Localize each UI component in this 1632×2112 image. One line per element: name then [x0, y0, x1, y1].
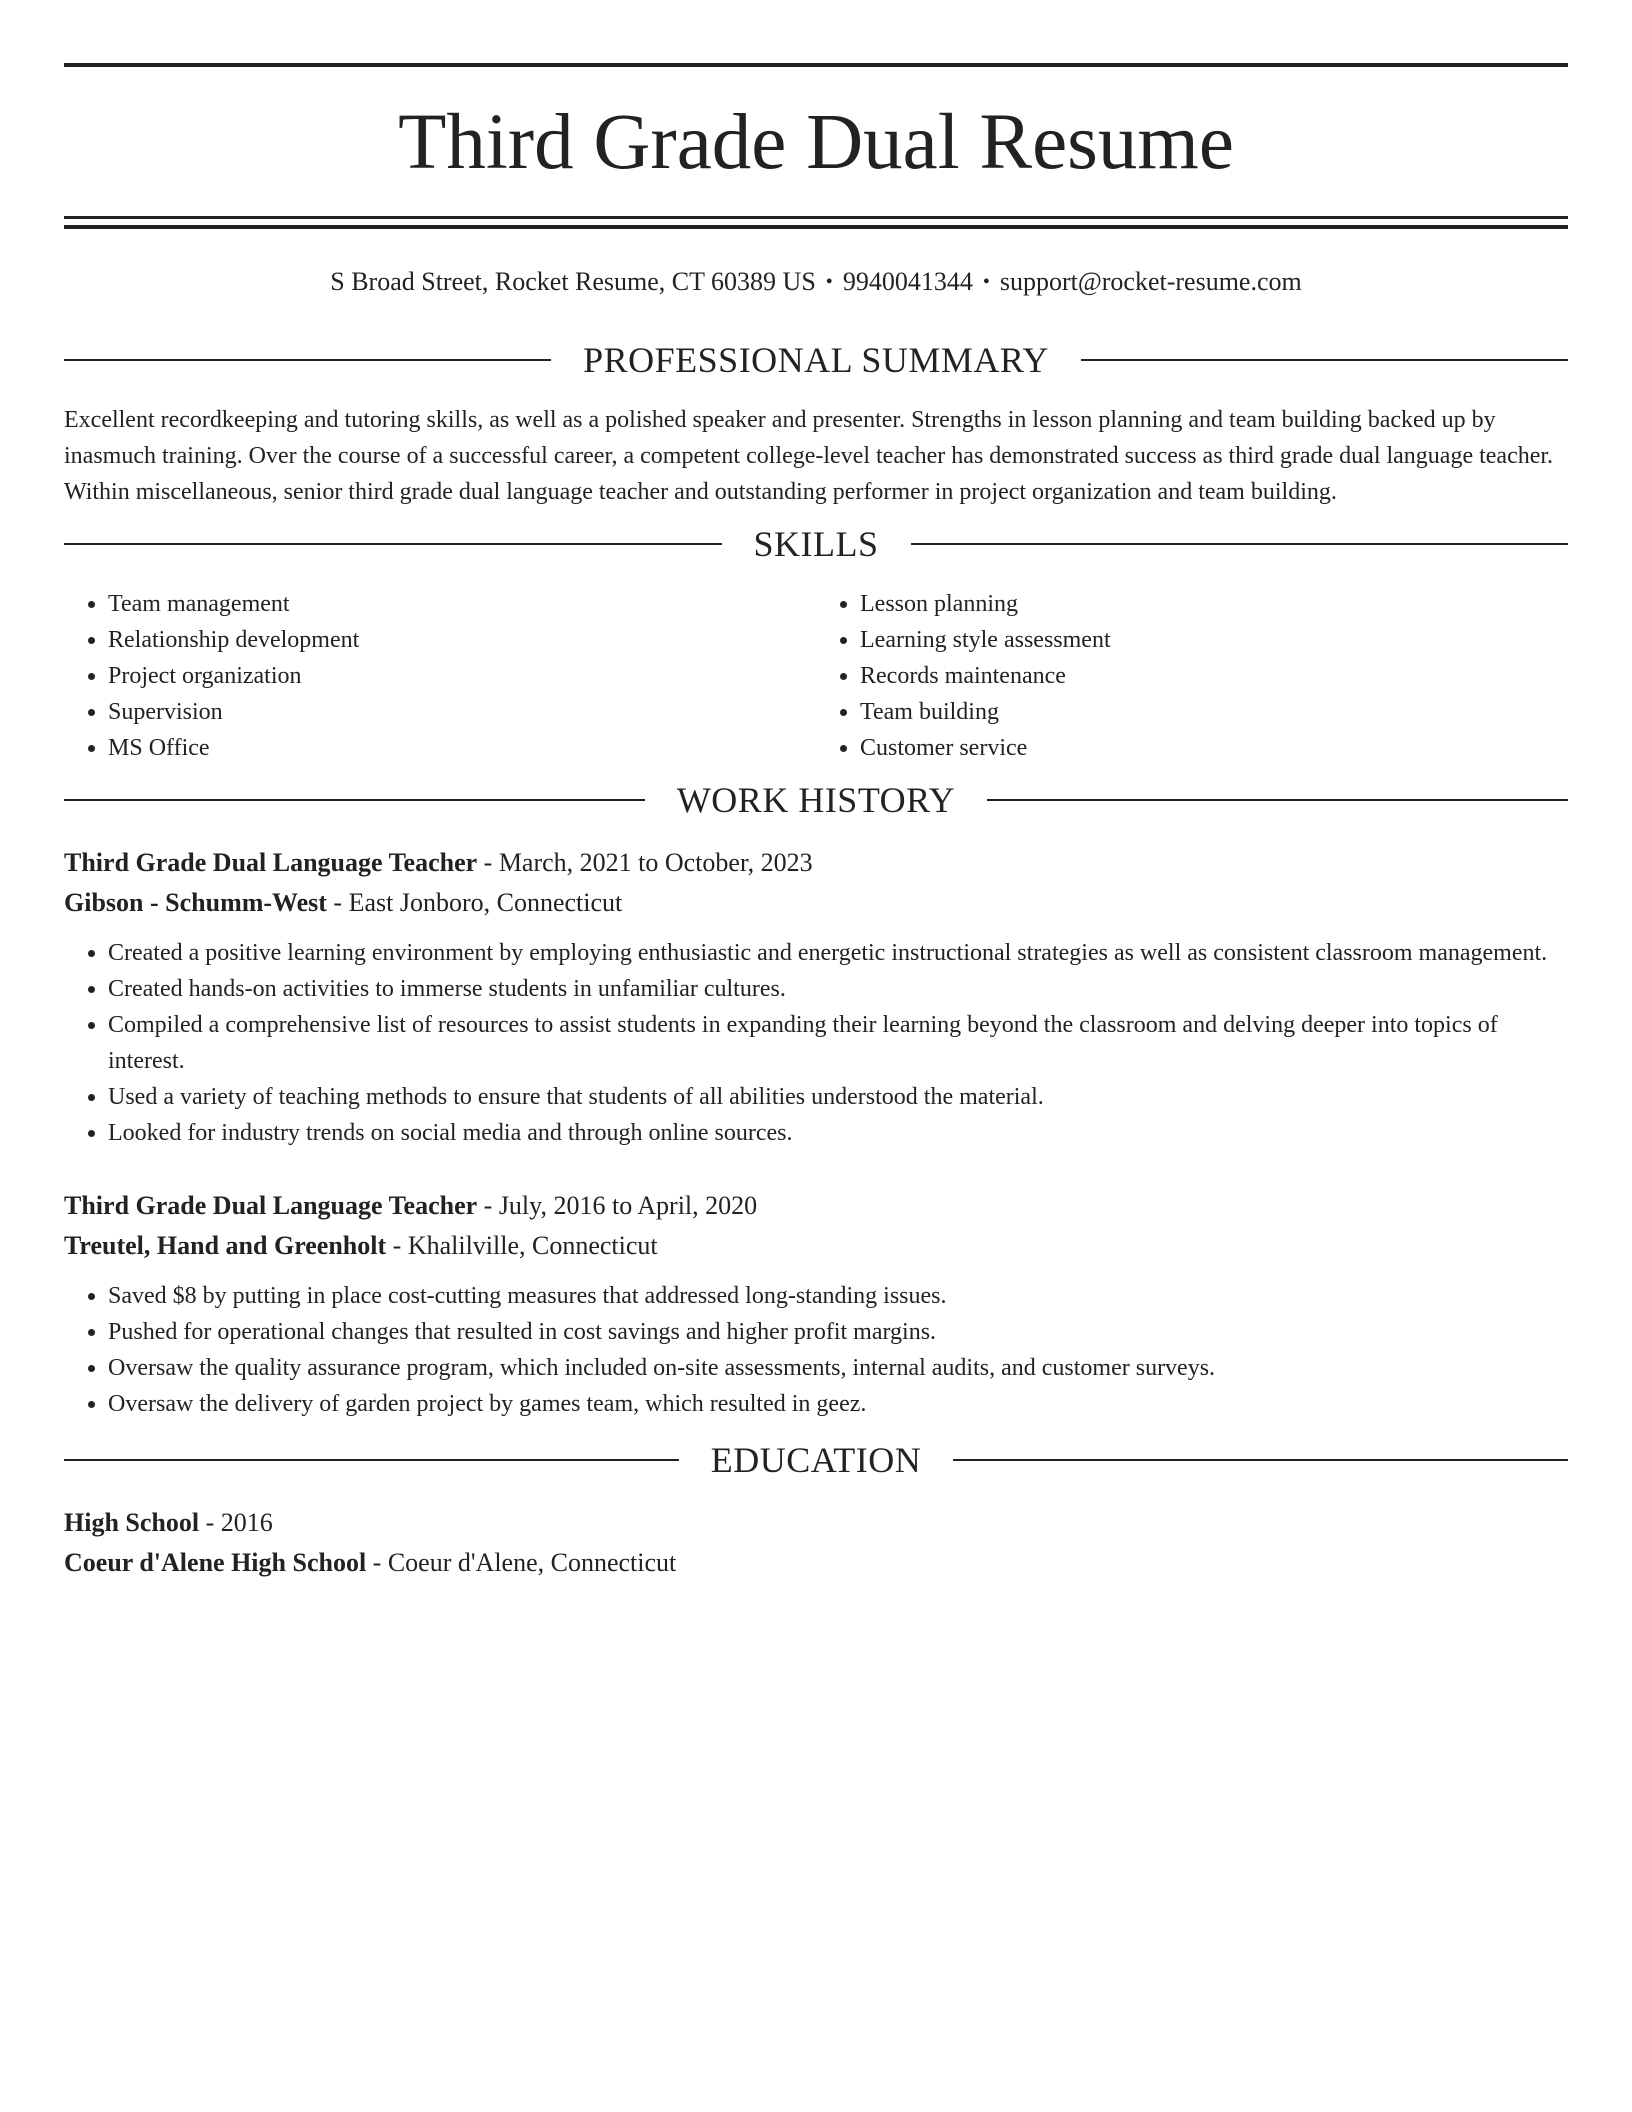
education-year: - 2016	[199, 1508, 273, 1537]
summary-text: Excellent recordkeeping and tutoring skills, as well as a polished speaker and presenter. Strengths in lesson planning and team building backed up by inasmuch training. Over the course of a successful career, a competent college-level teacher has demonstrated success as third grade dual language teacher. Within miscellaneous, senior third grade dual language teacher and outstanding performer in project organization and team building.	[64, 407, 1554, 505]
job-title-line	[64, 1186, 1568, 1226]
summary-heading-label: PROFESSIONAL SUMMARY	[583, 340, 1049, 380]
job-company: Treutel, Hand and Greenholt	[64, 1231, 387, 1260]
heading-rule-right	[953, 1459, 1568, 1461]
education-school-line	[64, 1543, 1568, 1583]
contact-separator: •	[982, 271, 990, 293]
skill-item: • Lesson planning	[860, 586, 1568, 622]
heading-rule-left	[64, 359, 551, 361]
education-school: Coeur d'Alene High School	[64, 1548, 367, 1577]
job-bullet: • Oversaw the quality assurance program, which included on-site assessments, internal audits, and customer surveys.	[108, 1350, 1568, 1386]
job-bullet: • Created a positive learning environment by employing enthusiastic and energetic instructional strategies as well as consistent classroom management.	[108, 935, 1568, 971]
job-title: Third Grade Dual Language Teacher	[64, 848, 478, 877]
job-title: Third Grade Dual Language Teacher	[64, 1191, 478, 1220]
heading-rule-left	[64, 799, 645, 801]
contact-separator: •	[825, 271, 833, 293]
heading-rule-left	[64, 543, 722, 545]
skill-item: • Team management	[108, 586, 816, 622]
skill-item: • Customer service	[860, 730, 1568, 766]
skills-heading-label: SKILLS	[753, 524, 879, 564]
contact-phone: 9940041344	[842, 267, 973, 296]
skills-columns	[64, 586, 1568, 766]
job-company-line	[64, 1226, 1568, 1266]
education-degree-line	[64, 1503, 1568, 1543]
job-dates: - July, 2016 to April, 2020	[477, 1191, 758, 1220]
top-rule	[64, 63, 1568, 67]
skill-item: • Relationship development	[108, 622, 816, 658]
job-bullet: • Looked for industry trends on social media and through online sources.	[108, 1115, 1568, 1151]
education-degree: High School	[64, 1508, 200, 1537]
job-entry	[64, 843, 1568, 1151]
skill-item: • Team building	[860, 694, 1568, 730]
job-bullet: • Saved $8 by putting in place cost-cutting measures that addressed long-standing issues.	[108, 1278, 1568, 1314]
job-bullet: • Used a variety of teaching methods to ensure that students of all abilities understood the material.	[108, 1079, 1568, 1115]
contact-line	[64, 267, 1568, 297]
skill-item: • Supervision	[108, 694, 816, 730]
skills-list-right	[816, 586, 1568, 766]
job-company: Gibson - Schumm-West	[64, 888, 327, 917]
contact-email: support@rocket-resume.com	[999, 267, 1302, 296]
job-bullet: • Compiled a comprehensive list of resources to assist students in expanding their learning beyond the classroom and delving deeper into topics of interest.	[108, 1007, 1568, 1079]
education-heading-label: EDUCATION	[710, 1440, 922, 1480]
skill-item: • Records maintenance	[860, 658, 1568, 694]
skill-item: • Project organization	[108, 658, 816, 694]
skills-list-left	[64, 586, 816, 766]
education-location: - Coeur d'Alene, Connecticut	[366, 1548, 677, 1577]
education-entry	[64, 1503, 1568, 1583]
work-history-heading-label: WORK HISTORY	[676, 780, 956, 820]
job-bullet: • Oversaw the delivery of garden project by games team, which resulted in geez.	[108, 1386, 1568, 1422]
skill-item: • Learning style assessment	[860, 622, 1568, 658]
resume-title: Third Grade Dual Resume	[398, 99, 1234, 186]
job-bullets	[64, 935, 1568, 1151]
job-dates: - March, 2021 to October, 2023	[477, 848, 813, 877]
contact-address: S Broad Street, Rocket Resume, CT 60389 US	[330, 267, 816, 296]
job-title-line	[64, 843, 1568, 883]
education-heading	[64, 1440, 1568, 1480]
skill-item: • MS Office	[108, 730, 816, 766]
job-bullet: • Pushed for operational changes that resulted in cost savings and higher profit margins.	[108, 1314, 1568, 1350]
job-bullet: • Created hands-on activities to immerse students in unfamiliar cultures.	[108, 971, 1568, 1007]
job-location: - East Jonboro, Connecticut	[326, 888, 623, 917]
job-company-line	[64, 883, 1568, 923]
job-location: - Khalilville, Connecticut	[386, 1231, 658, 1260]
heading-rule-right	[1081, 359, 1568, 361]
heading-rule-right	[911, 543, 1569, 545]
work-history-heading	[64, 780, 1568, 820]
skills-heading	[64, 524, 1568, 564]
title-double-rule	[64, 216, 1568, 229]
job-entry	[64, 1186, 1568, 1422]
job-bullets	[64, 1278, 1568, 1422]
summary-heading	[64, 340, 1568, 380]
heading-rule-right	[987, 799, 1568, 801]
heading-rule-left	[64, 1459, 679, 1461]
